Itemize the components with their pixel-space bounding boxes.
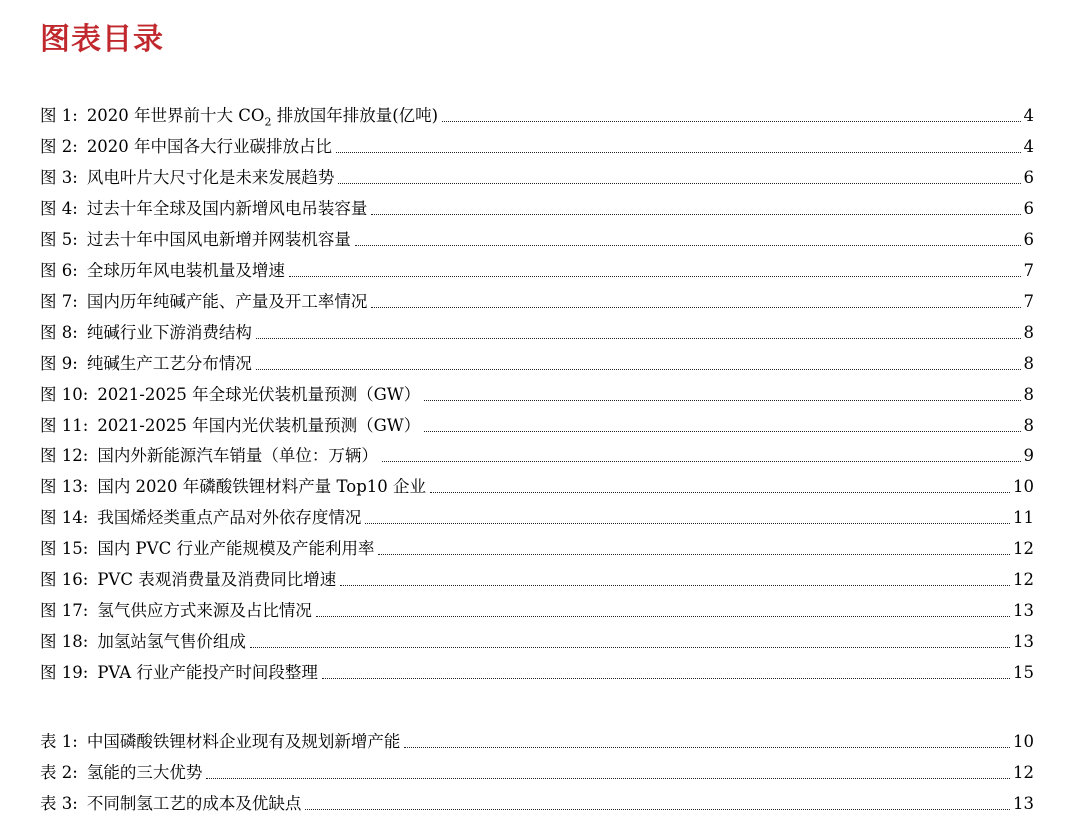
figure-entry[interactable] bbox=[40, 471, 1034, 497]
page-number: 13 bbox=[1013, 794, 1034, 813]
figure-entry[interactable] bbox=[40, 595, 1034, 621]
dot-leader bbox=[424, 431, 1020, 432]
figure-number: 图 19: bbox=[40, 663, 89, 682]
page-number: 15 bbox=[1013, 663, 1034, 682]
figure-caption: 2020 年世界前十大 CO bbox=[86, 106, 265, 125]
dot-leader bbox=[305, 809, 1010, 810]
figure-caption-subscript: 2 bbox=[264, 115, 272, 129]
figure-caption: PVC 表观消费量及消费同比增速 bbox=[97, 570, 337, 589]
page-number: 7 bbox=[1023, 292, 1034, 311]
dot-leader bbox=[365, 523, 1010, 524]
dot-leader bbox=[206, 778, 1010, 779]
figure-caption: 风电叶片大尺寸化是未来发展趋势 bbox=[86, 168, 335, 187]
dot-leader bbox=[404, 747, 1010, 748]
page-number: 12 bbox=[1013, 539, 1034, 558]
figure-number: 图 9: bbox=[40, 354, 78, 373]
figure-caption: 纯碱行业下游消费结构 bbox=[86, 323, 252, 342]
table-number: 表 1: bbox=[40, 732, 78, 751]
table-entry[interactable] bbox=[40, 788, 1034, 814]
dot-leader bbox=[355, 245, 1021, 246]
dot-leader bbox=[424, 400, 1020, 401]
figure-entry-title bbox=[40, 168, 334, 188]
figure-entry-title bbox=[40, 663, 318, 683]
figure-number: 图 7: bbox=[40, 292, 78, 311]
figure-number: 图 12: bbox=[40, 446, 89, 465]
figure-caption-suffix: 排放国年排放量(亿吨) bbox=[271, 106, 439, 125]
figure-entry-title bbox=[40, 446, 378, 466]
page-number: 11 bbox=[1013, 508, 1034, 527]
figure-entry[interactable] bbox=[40, 224, 1034, 250]
figure-entry-title bbox=[40, 261, 285, 281]
dot-leader bbox=[378, 554, 1010, 555]
table-caption: 氢能的三大优势 bbox=[86, 763, 203, 782]
page-number: 12 bbox=[1013, 570, 1034, 589]
figure-entry[interactable] bbox=[40, 255, 1034, 281]
figure-entry[interactable] bbox=[40, 379, 1034, 405]
figure-entry[interactable] bbox=[40, 100, 1034, 129]
figure-caption: 全球历年风电装机量及增速 bbox=[86, 261, 285, 280]
figure-entry[interactable] bbox=[40, 286, 1034, 312]
figure-number: 图 3: bbox=[40, 168, 78, 187]
table-entry[interactable] bbox=[40, 726, 1034, 752]
figure-number: 图 17: bbox=[40, 601, 89, 620]
dot-leader bbox=[442, 121, 1020, 122]
dot-leader bbox=[340, 585, 1010, 586]
page-number: 8 bbox=[1023, 354, 1034, 373]
figure-caption: 国内 2020 年磷酸铁锂材料产量 Top10 企业 bbox=[97, 477, 426, 496]
page-number: 8 bbox=[1023, 385, 1034, 404]
figure-entry-title bbox=[40, 477, 426, 497]
page-number: 10 bbox=[1013, 732, 1034, 751]
page-number: 8 bbox=[1023, 323, 1034, 342]
figure-entry-title bbox=[40, 199, 367, 219]
figure-entry-title bbox=[40, 416, 420, 436]
figure-number: 图 15: bbox=[40, 539, 89, 558]
figure-number: 图 2: bbox=[40, 137, 78, 156]
figure-caption: 加氢站氢气售价组成 bbox=[97, 632, 246, 651]
table-number: 表 2: bbox=[40, 763, 78, 782]
table-caption: 中国磷酸铁锂材料企业现有及规划新增产能 bbox=[86, 732, 401, 751]
figure-entry[interactable] bbox=[40, 410, 1034, 436]
figure-number: 图 10: bbox=[40, 385, 89, 404]
page-number: 8 bbox=[1023, 416, 1034, 435]
table-entry[interactable] bbox=[40, 757, 1034, 783]
figure-caption: 国内 PVC 行业产能规模及产能利用率 bbox=[97, 539, 375, 558]
figure-number: 图 18: bbox=[40, 632, 89, 651]
table-entry-title bbox=[40, 732, 400, 752]
table-number: 表 3: bbox=[40, 794, 78, 813]
page-number: 13 bbox=[1013, 632, 1034, 651]
figure-entry-title bbox=[40, 106, 439, 129]
dot-leader bbox=[371, 214, 1020, 215]
figure-entry-title bbox=[40, 385, 420, 405]
figure-entry-title bbox=[40, 323, 252, 343]
figure-number: 图 14: bbox=[40, 508, 89, 527]
figure-number: 图 1: bbox=[40, 106, 78, 125]
figure-entry[interactable] bbox=[40, 348, 1034, 374]
dot-leader bbox=[316, 616, 1010, 617]
figure-number: 图 5: bbox=[40, 230, 78, 249]
figure-entry[interactable] bbox=[40, 162, 1034, 188]
figure-caption: 2021-2025 年国内光伏装机量预测（GW） bbox=[97, 416, 421, 435]
dot-leader bbox=[256, 338, 1021, 339]
page-title: 图表目录 bbox=[40, 22, 164, 57]
figure-caption: 过去十年全球及国内新增风电吊装容量 bbox=[86, 199, 368, 218]
figure-entry-title bbox=[40, 508, 361, 528]
figure-entry-title bbox=[40, 632, 246, 652]
table-entry-title bbox=[40, 794, 301, 814]
figure-number: 图 13: bbox=[40, 477, 89, 496]
figure-entry[interactable] bbox=[40, 193, 1034, 219]
figure-caption: 国内历年纯碱产能、产量及开工率情况 bbox=[86, 292, 368, 311]
figure-caption: PVA 行业产能投产时间段整理 bbox=[97, 663, 318, 682]
page-number: 12 bbox=[1013, 763, 1034, 782]
figure-entry-title bbox=[40, 601, 312, 621]
figure-number: 图 8: bbox=[40, 323, 78, 342]
figure-entry-title bbox=[40, 292, 367, 312]
figure-entry[interactable] bbox=[40, 317, 1034, 343]
figure-number: 图 4: bbox=[40, 199, 78, 218]
figure-entry[interactable] bbox=[40, 440, 1034, 466]
dot-leader bbox=[256, 369, 1021, 370]
figure-entry-title bbox=[40, 539, 374, 559]
dot-leader bbox=[338, 183, 1020, 184]
page-number: 6 bbox=[1023, 168, 1034, 187]
figure-number: 图 11: bbox=[40, 416, 89, 435]
figure-caption: 过去十年中国风电新增并网装机容量 bbox=[86, 230, 351, 249]
page-number: 9 bbox=[1023, 446, 1034, 465]
figure-entry[interactable] bbox=[40, 533, 1034, 559]
figure-entry-title bbox=[40, 570, 336, 590]
table-entry-title bbox=[40, 763, 202, 783]
table-caption: 不同制氢工艺的成本及优缺点 bbox=[86, 794, 302, 813]
dot-leader bbox=[382, 461, 1021, 462]
dot-leader bbox=[430, 492, 1010, 493]
figure-entry[interactable] bbox=[40, 502, 1034, 528]
figure-entry-title bbox=[40, 230, 351, 250]
figure-caption: 纯碱生产工艺分布情况 bbox=[86, 354, 252, 373]
figure-number: 图 16: bbox=[40, 570, 89, 589]
page-number: 10 bbox=[1013, 477, 1034, 496]
dot-leader bbox=[250, 647, 1010, 648]
page-number: 6 bbox=[1023, 199, 1034, 218]
figure-caption: 我国烯烃类重点产品对外依存度情况 bbox=[97, 508, 362, 527]
page-number: 4 bbox=[1023, 137, 1034, 156]
page-number: 4 bbox=[1023, 106, 1034, 125]
figure-entry[interactable] bbox=[40, 626, 1034, 652]
figure-entry[interactable] bbox=[40, 564, 1034, 590]
figure-caption: 国内外新能源汽车销量（单位：万辆） bbox=[97, 446, 378, 465]
dot-leader bbox=[322, 678, 1010, 679]
figure-caption: 2020 年中国各大行业碳排放占比 bbox=[86, 137, 333, 156]
dot-leader bbox=[289, 276, 1021, 277]
page-number: 13 bbox=[1013, 601, 1034, 620]
figure-caption: 氢气供应方式来源及占比情况 bbox=[97, 601, 312, 620]
page-number: 7 bbox=[1023, 261, 1034, 280]
page-number: 6 bbox=[1023, 230, 1034, 249]
figure-entry[interactable] bbox=[40, 131, 1034, 157]
figure-number: 图 6: bbox=[40, 261, 78, 280]
figure-entry-title bbox=[40, 137, 332, 157]
dot-leader bbox=[371, 307, 1020, 308]
figure-entry-title bbox=[40, 354, 252, 374]
figure-entry[interactable] bbox=[40, 657, 1034, 683]
figure-caption: 2021-2025 年全球光伏装机量预测（GW） bbox=[97, 385, 421, 404]
dot-leader bbox=[336, 152, 1020, 153]
